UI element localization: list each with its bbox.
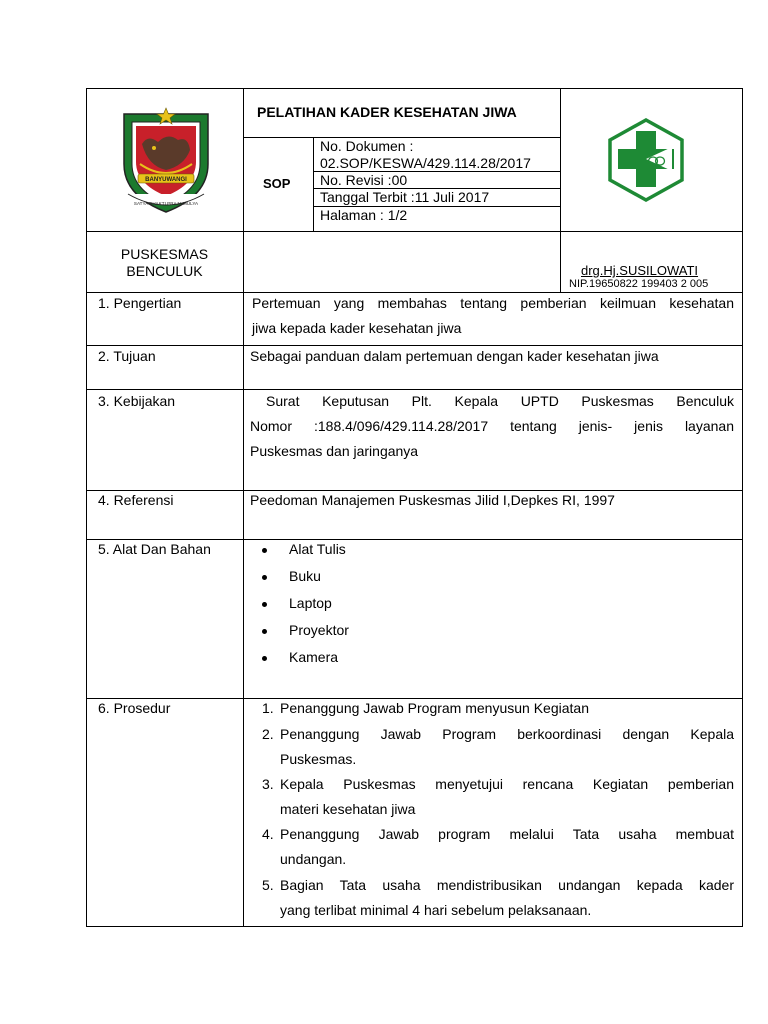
pengertian-line-1: Pertemuan yang membahas tentang pemberian keilmuan kesehatan (252, 295, 734, 311)
bullet-icon (262, 629, 267, 634)
row-line-5 (86, 539, 743, 540)
issue-date: Tanggal Terbit :11 Juli 2017 (320, 189, 490, 205)
table-border-bottom (86, 926, 743, 927)
bullet-icon (262, 602, 267, 607)
step-line: Penanggung Jawab Program berkoordinasi dengan Kepala (280, 726, 734, 742)
step-number: 2. (262, 726, 274, 742)
step-line: Kepala Puskesmas menyetujui rencana Kegiatan pemberian (280, 776, 734, 792)
bullet-icon (262, 656, 267, 661)
sop-label: SOP (263, 176, 291, 191)
page-number: Halaman : 1/2 (320, 207, 408, 223)
label-column-divider (243, 88, 244, 927)
logo-column-divider (560, 88, 561, 231)
section-label-prosedur: 6. Prosedur (98, 700, 171, 716)
signer-nip: NIP.19650822 199403 2 005 (569, 278, 709, 290)
step-number: 3. (262, 776, 274, 792)
step-line: Penanggung Jawab Program menyusun Kegiatan (280, 700, 589, 716)
pengertian-line-2: jiwa kepada kader kesehatan jiwa (252, 320, 462, 336)
step-line: undangan. (280, 851, 347, 867)
tujuan-line-1: Sebagai panduan dalam pertemuan dengan kader kesehatan jiwa (250, 348, 659, 364)
signer-column-divider (560, 232, 561, 292)
revision-number: No. Revisi :00 (320, 172, 408, 188)
step-line: Bagian Tata usaha mendistribusikan undangan kepada kader (280, 877, 734, 893)
step-line: yang terlibat minimal 4 hari sebelum pelaksanaan. (280, 902, 592, 918)
step-line: materi kesehatan jiwa (280, 801, 416, 817)
doc-number-value: 02.SOP/KESWA/429.114.28/2017 (320, 155, 531, 171)
org-name-line-1: PUSKESMAS (120, 246, 209, 262)
org-name-line-2: BENCULUK (126, 263, 203, 279)
row-line-2 (86, 345, 743, 346)
step-number: 4. (262, 826, 274, 842)
list-item: Kamera (289, 649, 339, 665)
signer-name: drg.Hj.SUSILOWATI (581, 263, 699, 278)
row-line-1 (86, 292, 743, 293)
table-border-left (86, 88, 87, 927)
table-border-right (742, 88, 743, 927)
kebijakan-line-2: Nomor :188.4/096/429.114.28/2017 tentang jenis- jenis layanan (250, 418, 734, 434)
bullet-icon (262, 575, 267, 580)
list-item: Buku (289, 568, 321, 584)
section-label-referensi: 4. Referensi (98, 492, 174, 508)
section-label-pengertian: 1. Pengertian (98, 295, 182, 311)
list-item: Proyektor (289, 622, 349, 638)
step-number: 5. (262, 877, 274, 893)
bullet-icon (262, 548, 267, 553)
list-item: Laptop (289, 595, 332, 611)
row-line-6 (86, 698, 743, 699)
document-title: PELATIHAN KADER KESEHATAN JIWA (257, 104, 517, 120)
list-item: Alat Tulis (289, 541, 346, 557)
sop-divider (313, 137, 314, 232)
svg-text:SATYA BHAKTI PRAJA MULYA: SATYA BHAKTI PRAJA MULYA (133, 201, 199, 206)
step-line: Penanggung Jawab program melalui Tata usaha membuat (280, 826, 734, 842)
header-divider (86, 231, 743, 232)
section-label-alat: 5. Alat Dan Bahan (98, 541, 211, 557)
banyuwangi-regency-crest-icon (118, 104, 214, 216)
section-label-tujuan: 2. Tujuan (98, 348, 156, 364)
row-line-3 (86, 389, 743, 390)
referensi-line-1: Peedoman Manajemen Puskesmas Jilid I,Depkes RI, 1997 (250, 492, 615, 508)
svg-text:BANYUWANGI: BANYUWANGI (145, 177, 187, 183)
doc-number-label: No. Dokumen : (320, 138, 414, 154)
section-label-kebijakan: 3. Kebijakan (98, 393, 176, 409)
table-border-top (86, 88, 743, 89)
row-line-4 (86, 490, 743, 491)
step-line: Puskesmas. (280, 751, 357, 767)
kebijakan-line-1: Surat Keputusan Plt. Kepala UPTD Puskesmas Benculuk (266, 393, 734, 409)
puskesmas-logo-icon (606, 117, 686, 203)
kebijakan-line-3: Puskesmas dan jaringanya (250, 443, 419, 459)
step-number: 1. (262, 700, 274, 716)
